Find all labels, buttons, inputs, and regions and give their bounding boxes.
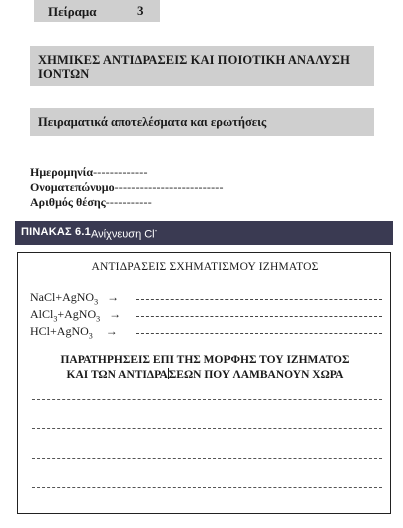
observations-line-2 xyxy=(18,368,392,383)
table-label: ΠΙΝΑΚΑΣ 6.1 xyxy=(21,226,91,238)
observations-heading xyxy=(18,353,392,383)
seat-label: Αριθμός θέσης xyxy=(30,195,106,209)
table-header xyxy=(15,221,393,245)
reaction-row-1 xyxy=(30,290,119,306)
experiment-number: 3 xyxy=(137,3,144,18)
seat-blank: ----------- xyxy=(105,195,152,209)
observations-line-1: ΠΑΡΑΤΗΡΗΣΕΙΣ ΕΠΙ ΤΗΣ ΜΟΡΦΗΣ ΤΟΥ ΙΖΗΜΑΤΟΣ xyxy=(60,354,350,366)
table-box xyxy=(17,252,391,514)
reactions-heading: ΑΝΤΙΔΡΑΣΕΙΣ ΣΧΗΜΑΤΙΣΜΟΥ ΙΖΗΜΑΤΟΣ xyxy=(91,261,319,273)
date-label: Ημερομηνία xyxy=(30,165,94,179)
date-field[interactable] xyxy=(30,165,148,180)
seat-field[interactable] xyxy=(30,195,152,210)
title-band xyxy=(30,46,374,86)
answer-line[interactable] xyxy=(136,333,382,334)
table-title-sup: - xyxy=(154,226,158,235)
page-subtitle: Πειραματικά αποτελέσματα και ερωτήσεις xyxy=(38,115,267,129)
reaction-lhs: HCl+AgNO xyxy=(30,324,89,338)
answer-line[interactable] xyxy=(136,316,382,317)
reaction-row-2 xyxy=(30,307,121,323)
experiment-label: Πείραμα xyxy=(48,4,97,19)
observations-line-2b: ΣΕΩΝ ΠΟΥ ΛΑΜΒΑΝΟΥΝ ΧΩΡΑ xyxy=(168,369,344,381)
arrow-icon: → xyxy=(105,324,118,338)
experiment-band xyxy=(34,0,160,22)
arrow-icon: → xyxy=(109,307,122,321)
page-title: ΧΗΜΙΚΕΣ ΑΝΤΙΔΡΑΣΕΙΣ ΚΑΙ ΠΟΙΟΤΙΚΗ ΑΝΑΛΥΣΗ ΙΟΝΤΩΝ xyxy=(38,53,350,81)
observation-line[interactable] xyxy=(32,399,382,400)
reaction-sub: 3 xyxy=(94,297,99,307)
table-title-text: Ανίχνευση Cl xyxy=(91,228,155,241)
reaction-sub: 3 xyxy=(88,331,93,341)
observation-line[interactable] xyxy=(32,428,382,429)
reaction-row-3 xyxy=(30,324,118,340)
date-blank: ------------- xyxy=(93,165,148,179)
answer-line[interactable] xyxy=(136,299,382,300)
reaction-sub: 3 xyxy=(96,314,101,324)
reaction-lhs-extra: +AgNO xyxy=(57,307,97,321)
arrow-icon: → xyxy=(107,290,120,304)
name-field[interactable] xyxy=(30,180,224,195)
subtitle-band xyxy=(30,108,374,136)
reaction-lhs: AlCl xyxy=(30,307,54,321)
name-label: Ονοματεπώνυμο xyxy=(30,180,115,194)
name-blank: -------------------------- xyxy=(114,180,224,194)
reaction-sub: 3 xyxy=(53,314,58,324)
observation-line[interactable] xyxy=(32,458,382,459)
observation-line[interactable] xyxy=(32,487,382,488)
table-title xyxy=(91,226,157,241)
reaction-lhs: NaCl+AgNO xyxy=(30,290,95,304)
observations-line-2a: ΚΑΙ ΤΩΝ ΑΝΤΙΔΡΑ xyxy=(66,369,168,381)
